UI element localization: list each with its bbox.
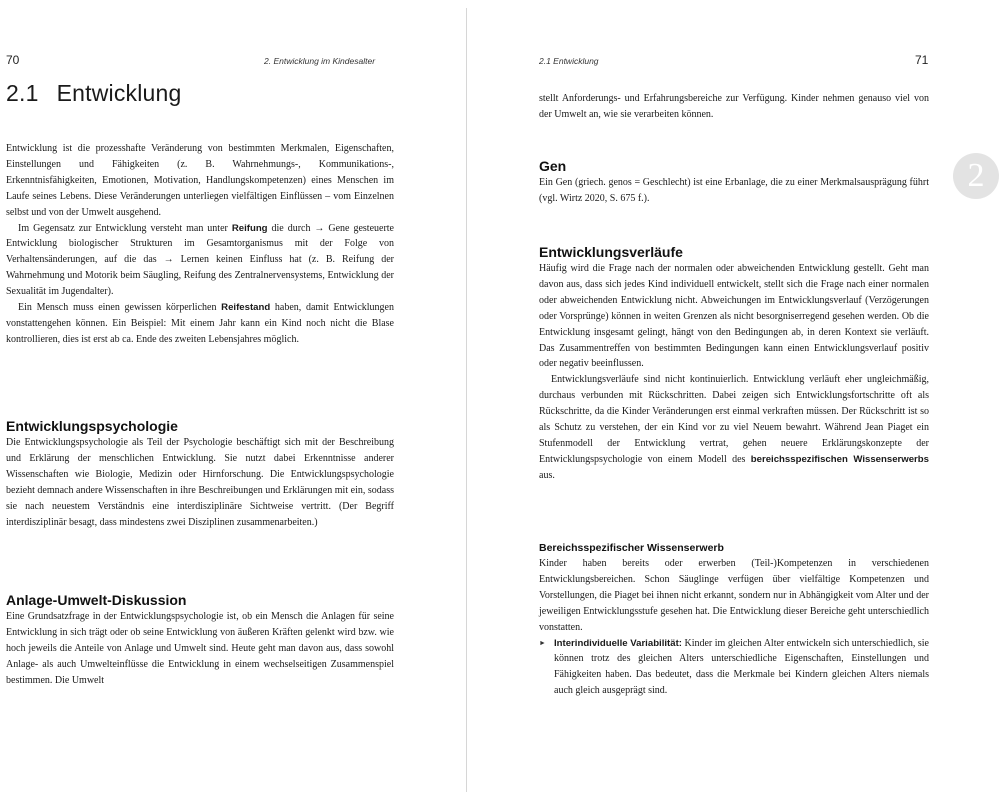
- intro-paragraph-1: Entwicklung ist die prozesshafte Veränderung von bestimmten Merkmalen, Eigenschaften, Einstellungen und Fähigkeiten (z. B. Wahrnehmungs-, Kommunikations-, Erkenntnisfähigkeiten, Emotionen, Motivation, Handlungskompetenzen) eines Menschen im Laufe seines Lebens. Diese Veränderungen unterliegen vielfältigen Einflüssen – vom Einzelnen selbst und von der Umwelt ausgehend.: [6, 143, 394, 218]
- text-run: Kinder im gleichen Alter entwickeln sich unterschiedlich, sie können trotz des gleichen Alters unterschiedliche Eigenschaften, Einstellungen und Fähigkeiten haben. Das bedeutet, dass die Merkmale bei Kindern gleichen Alters niemals auch gleich ausgeprägt sind.: [554, 637, 929, 697]
- keyword-bereichsspezifisch: bereichsspezifischen Wissenserwerbs: [750, 453, 929, 465]
- running-head-left: 2. Entwicklung im Kindesalter: [264, 56, 376, 66]
- continuation-paragraph: stellt Anforderungs- und Erfahrungsbereiche zur Verfügung. Kinder nehmen genauso viel von der Umwelt an, wie sie verarbeiten können.: [539, 93, 929, 120]
- left-page: [0, 0, 466, 800]
- paragraph-bereichsspezifisch: Kinder haben bereits oder erwerben (Teil-)Kompetenzen in verschiedenen Entwicklungsbereichen. Schon Säuglinge verfügen über vielfältige Kompetenzen und Vorstellungen, die Piaget bei ihnen nicht erkannt, sondern nur in Abhängigkeit vom Alter und der jeweiligen Entwicklungsstufe gesehen hat. Die Entwicklung dieser Bereiche geht unterschiedlich vonstatten.: [539, 558, 929, 633]
- paragraph-verlaeufe-1: Häufig wird die Frage nach der normalen oder abweichenden Entwicklung gestellt. Geht man davon aus, dass sich jedes Kind individuell entwickelt, stellt sich die Frage nach einer normalen oder abweichenden Entwicklung nicht. Abweichungen im Entwicklungsverlauf (Verzögerungen oder Vorsprünge) können in weiten Grenzen als nicht besorgniserregend gesehen werden. Ob die Entwicklung insgesamt gelingt, hängt von den Bedingungen ab, in deren Kontext sie verläuft. Das Zusammentreffen von bestimmten Bedingungen kann einen Entwicklungsverlauf positiv oder negativ beeinflussen.: [539, 263, 929, 370]
- chapter-number: 2.1: [6, 80, 39, 106]
- heading-bereichsspezifisch: Bereichsspezifischer Wissenserwerb: [539, 542, 724, 554]
- paragraph-entwicklungspsychologie: Die Entwicklungspsychologie als Teil der Psychologie beschäftigt sich mit der Beschreibung und Erklärung der menschlichen Entwicklung. Sie nutzt dabei Erkenntnisse anderer Wissenschaften wie Biologie, Medizin oder Hirnforschung. Die Entwicklungspsychologie bezieht demnach andere Wissenschaften in ihre Beschreibungen und Erklärungen mit ein, sodass sie nach neuestem Verständnis eine interdisziplinäre Sichtweise vertritt. (Der Begriff interdisziplinär besagt, dass mindestens zwei Disziplinen zusammenarbeiten.): [6, 437, 394, 528]
- chapter-badge: 2: [953, 153, 999, 199]
- paragraph-gen: Ein Gen (griech. genos = Geschlecht) ist eine Erbanlage, die zu einer Merkmalsausprägung führt (vgl. Wirtz 2020, S. 675 f.).: [539, 177, 929, 204]
- continuation-block: [539, 91, 929, 123]
- intro-paragraph-3: [6, 300, 394, 348]
- heading-gen: Gen: [539, 158, 567, 174]
- intro-paragraph-2: [6, 221, 394, 301]
- section-anlage-umwelt: [6, 591, 394, 689]
- paragraph-verlaeufe-2: [539, 372, 929, 483]
- keyword-interindividuell: Interindividuelle Variabilität:: [554, 637, 682, 649]
- chapter-title: [6, 80, 182, 107]
- text-run: aus.: [539, 469, 555, 481]
- heading-entwicklungspsychologie: Entwicklungspsychologie: [6, 418, 178, 434]
- text-run: Ein Mensch muss einen gewissen körperlichen: [18, 302, 222, 314]
- page-number-left: 70: [6, 53, 20, 67]
- right-page: [467, 0, 1000, 800]
- intro-block: [6, 141, 394, 348]
- page-number-right: 71: [915, 53, 929, 67]
- list-item: [539, 636, 929, 700]
- keyword-reifestand: Reifestand: [221, 302, 271, 314]
- running-head-right: 2.1 Entwicklung: [539, 56, 599, 66]
- section-entwicklungspsychologie: [6, 417, 394, 530]
- section-gen: [539, 157, 929, 207]
- text-run: Im Gegensatz zur Entwicklung versteht man unter: [18, 222, 232, 234]
- section-entwicklungsverlaeufe: [539, 243, 929, 484]
- heading-anlage-umwelt: Anlage-Umwelt-Diskussion: [6, 592, 187, 608]
- section-bereichsspezifisch: [539, 540, 929, 699]
- heading-entwicklungsverlaeufe: Entwicklungsverläufe: [539, 244, 683, 260]
- chapter-title-text: Entwicklung: [56, 80, 182, 106]
- text-run: Entwicklungsverläufe sind nicht kontinuierlich. Entwicklung verläuft eher ungleichmäßig, durchaus verbunden mit Rückschritten. Dabei zeigen sich Entwicklungsfortschritte oft als Rückschritte, da die Kinder Veränderungen erst einmal verkraften müssen. Der Rückschritt ist so als Schutz zu verstehen, der ein Kind vor zu viel Neuem bewahrt. Während Jean Piaget ein Stufenmodell der Entwicklung vertrat, gehen neuere Erklärungskonzepte der Entwicklungspsychologie von einem Modell des: [539, 374, 929, 465]
- paragraph-anlage-umwelt: Eine Grundsatzfrage in der Entwicklungspsychologie ist, ob ein Mensch die Anlagen für seine Entwicklung in sich trägt oder ob seine Entwicklung von äußeren Kräften gelenkt wird bzw. wie hoch jeweils die Anteile von Anlage und Umwelt sind. Heute geht man davon aus, dass sowohl Anlage- als auch Umwelteinflüsse die Entwicklung in einem wechselseitigen Zusammenspiel bestimmen. Die Umwelt: [6, 611, 394, 686]
- bullet-text: [554, 636, 929, 700]
- keyword-reifung: Reifung: [231, 222, 268, 234]
- text-run: haben, damit Entwicklungen vonstattengehen können. Ein Beispiel: Mit einem Jahr kann ein Kind noch nicht die Blase kontrollieren, dies ist erst ab ca. Ende des zweiten Lebensjahres möglich.: [6, 302, 394, 345]
- text-run: die durch → Gene gesteuerte Entwicklung biologischer Strukturen im Gesamtorganismus mit der Folge von Verhaltensänderungen, auf die das → Lernen keinen Einfluss hat (z. B. Reifung der Wahrnehmung und Motorik beim Säugling, Reifung des Zentralnervensystems, Entwicklung der Sexualität im Jugendalter).: [6, 222, 395, 298]
- bullet-triangle-icon: ►: [539, 638, 546, 647]
